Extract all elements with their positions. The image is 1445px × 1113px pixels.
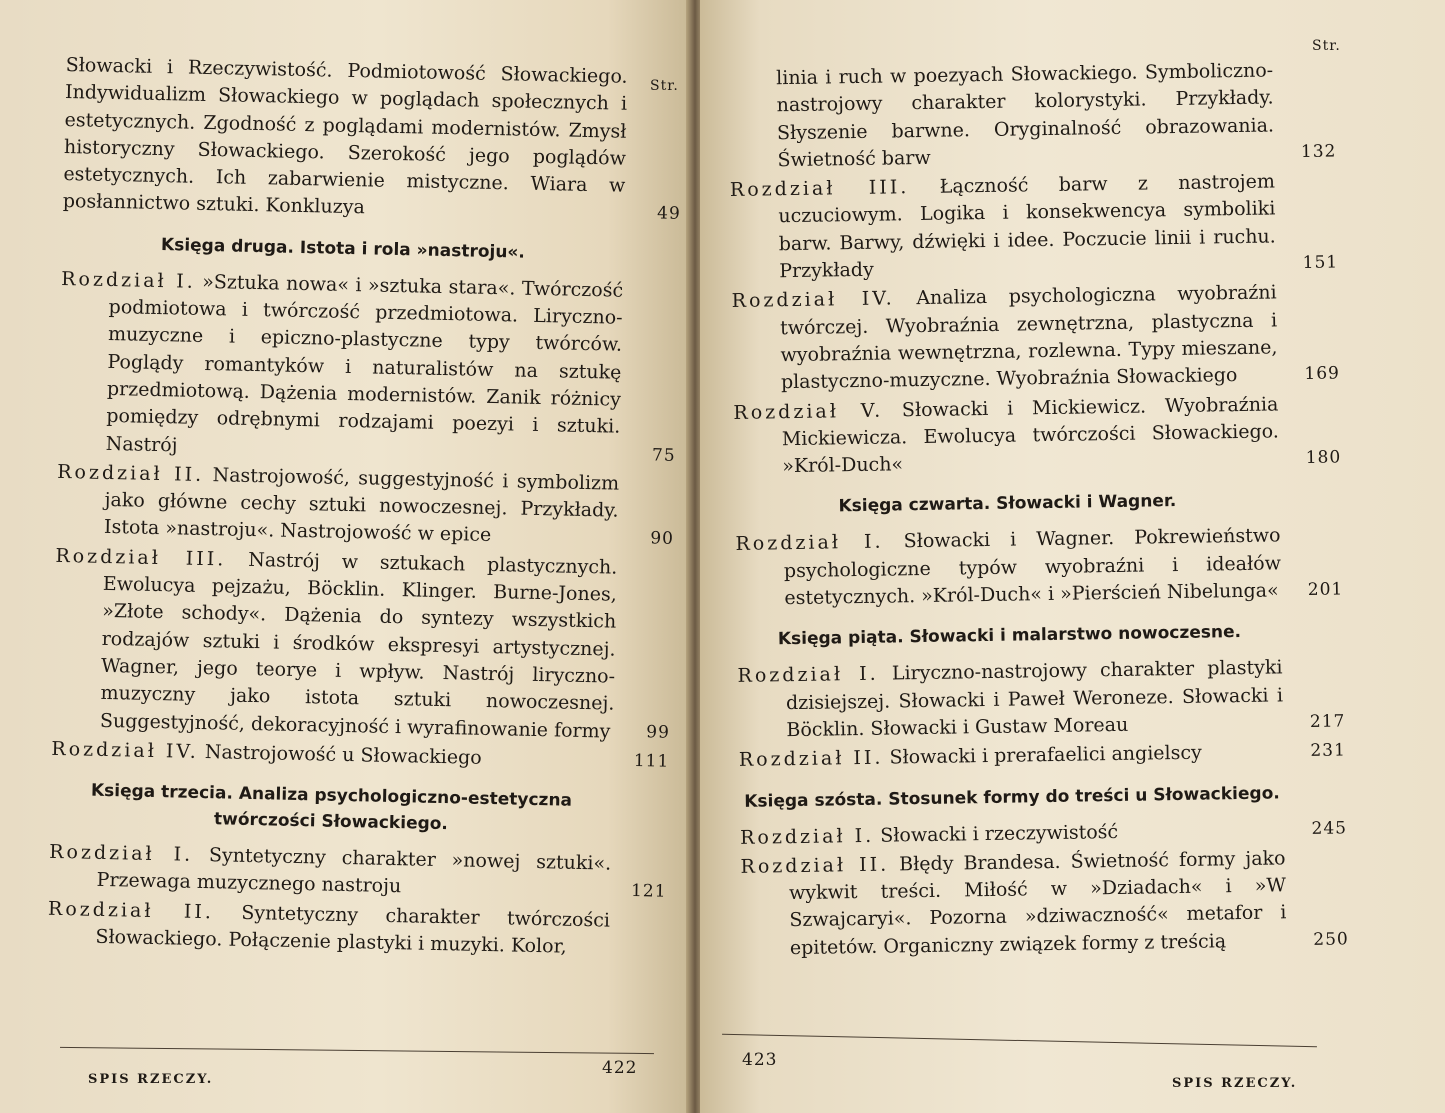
chapter-label: Rozdział I.	[49, 840, 194, 866]
chapter-label: Rozdział II.	[740, 853, 890, 878]
book-heading: Księga szósta. Stosunek formy do treści u Słowackiego.	[744, 782, 1280, 812]
toc-page-number: 231	[1310, 740, 1346, 762]
chapter-label: Rozdział I.	[735, 531, 884, 556]
chapter-label: Rozdział II.	[47, 897, 215, 924]
toc-entry	[52, 543, 671, 746]
chapter-label: Rozdział V.	[733, 399, 884, 424]
toc-page-number: 49	[656, 203, 681, 225]
left-page	[0, 0, 690, 1113]
toc-page-number: 99	[646, 721, 671, 743]
toc-page-number: 121	[630, 881, 667, 903]
toc-page-number: 180	[1305, 447, 1342, 469]
toc-entry	[737, 655, 1346, 745]
toc-entry-text: Syntetyczny charakter twórczości Słowackiego. Połączenie plastyki i muzyki. Kolor,	[95, 901, 611, 958]
toc-entry-text: Łączność barw z nastrojem uczuciowym. Logika i konsekwencya symboliki barw. Barwy, dźwięki i idee. Poczucie linii i ruchu. Przykłady	[778, 170, 1276, 283]
toc-entry-text: Słowacki i Mickiewicz. Wyobraźnia Mickiewicza. Ewolucya twórczości Słowackiego. »Król-Duch«	[781, 392, 1279, 478]
toc-entry-text: Nastrojowość, suggestyjność i symbolizm jako główne cechy sztuki nowoczesnej. Przykłady. Istota »nastroju«. Nastrojowość w epice	[103, 464, 620, 547]
chapter-label: Rozdział IV.	[51, 737, 200, 763]
toc-entry	[728, 57, 1337, 175]
toc-entry-text: Słowacki i Wagner. Pokrewieństwo psychologiczne typów wyobraźni i ideałów estetycznych. »Król-Duch« i »Pierścień Nibelunga«	[783, 524, 1282, 610]
page-column-label: Str.	[650, 78, 679, 94]
toc-entry-text: »Sztuka nowa« i »sztuka stara«. Twórczość podmiotowa i twórczość przedmiotowa. Liryczno-muzyczne i epiczno-plastyczne typy twórców. Poglądy romantyków i naturalistów na sztukę przedmiotową. Dążenia modernistów. Zanik różnicy pomiędzy odrębnymi rodzajami poezyi i sztuki. Nastrój	[105, 270, 624, 456]
toc-entry-text: Syntetyczny charakter »nowej sztuki«. Przewaga muzycznego nastroju	[96, 844, 612, 898]
toc-entry	[729, 169, 1339, 287]
toc-entry	[731, 280, 1341, 398]
toc-page-number: 169	[1304, 363, 1341, 385]
running-footer: SPIS RZECZY.	[1172, 1076, 1298, 1091]
toc-page-number: 111	[633, 750, 670, 772]
folio-number: 422	[602, 1058, 638, 1078]
chapter-label: Rozdział II.	[56, 460, 205, 486]
toc-entry-text: Błędy Brandesa. Świetność formy jako wykwit treści. Miłość w »Dziadach« i »W Szwajcaryi«. Pozorna »dziwaczność« metafor i epitetów. Organiczny związek formy z treścią	[788, 847, 1287, 959]
footer-rule	[722, 1034, 1317, 1047]
toc-page-number: 151	[1302, 252, 1339, 274]
toc-column-left	[47, 52, 681, 964]
toc-entry-text: Liryczno-nastrojowy charakter plastyki dzisiejszej. Słowacki i Paweł Weroneze. Słowacki i Böcklin. Słowacki i Gustaw Moreau	[785, 656, 1284, 742]
book-heading: Księga druga. Istota i rola »nastroju«.	[160, 234, 526, 263]
right-page	[700, 0, 1445, 1113]
toc-entry-text: Słowacki i Rzeczywistość. Podmiotowość Słowackiego. Indywidualizm Słowackiego w poglądach społecznych i estetycznych. Zgodność z poglądami modernistów. Zmysł historyczny Słowackiego. Szerokość jego poglądów estetycznych. Ich zabarwienie mistyczne. Wiara w posłannictwo sztuki. Konkluzya	[62, 53, 628, 219]
toc-page-number: 250	[1313, 929, 1349, 950]
chapter-label: Rozdział I.	[739, 824, 875, 849]
toc-page-number: 90	[650, 528, 675, 550]
toc-page-number: 75	[651, 444, 676, 466]
folio-number: 423	[742, 1050, 778, 1070]
toc-entry	[58, 266, 676, 469]
toc-entry	[48, 839, 667, 905]
toc-entry	[47, 896, 610, 962]
toc-entry-text: linia i ruch w poezyach Słowackiego. Symboliczno-nastrojowy charakter kolorystyki. Przykłady. Słyszenie barwne. Oryginalność obrazowania. Świetność barw	[776, 59, 1275, 172]
running-footer: SPIS RZECZY.	[88, 1072, 214, 1087]
chapter-label: Rozdział III.	[729, 176, 910, 202]
toc-entry	[740, 845, 1349, 963]
book-heading: Księga trzecia. Analiza psychologiczno-estetyczna twórczości Słowackiego.	[90, 780, 573, 835]
footer-rule	[60, 1047, 654, 1054]
toc-page-number: 132	[1300, 141, 1337, 162]
book-heading: Księga piąta. Słowacki i malarstwo nowoczesne.	[777, 622, 1242, 650]
toc-entry-text: Słowacki i rzeczywistość	[880, 820, 1119, 847]
toc-entry-text: Nastrojowość u Słowackiego	[204, 740, 482, 769]
toc-entry-text: Analiza psychologiczna wyobraźni twórczej. Wyobraźnia zewnętrzna, plastyczna i wyobraźnia wewnętrzna, rozlewna. Typy mieszane, plastyczno-muzyczne. Wyobraźnia Słowackiego	[779, 281, 1278, 394]
chapter-label: Rozdział III.	[55, 544, 227, 571]
toc-page-number: 201	[1307, 579, 1344, 601]
chapter-label: Rozdział I.	[737, 663, 879, 688]
toc-page-number: 217	[1309, 711, 1346, 732]
toc-entry	[735, 523, 1344, 613]
toc-column-right	[728, 57, 1349, 964]
toc-page-number: 245	[1311, 817, 1348, 839]
toc-entry	[733, 391, 1342, 481]
page-column-label: Str.	[1312, 38, 1341, 54]
chapter-label: Rozdział I.	[61, 267, 196, 293]
chapter-label: Rozdział II.	[738, 746, 884, 772]
toc-entry-text: Nastrój w sztukach plastycznych. Ewolucya pejzażu, Böcklin. Klinger. Burne-Jones, »Złote schody«. Dążenia do syntezy wszystkich rodzajów sztuki i środków ekspresyi artystycznej. Wagner, jego teorye i wpływ. Nastrój liryczno-muzyczny jako istota sztuki nowoczesnej. Suggestyjność, dekoracyjność i wyrafinowanie formy	[99, 548, 618, 743]
toc-entry	[738, 739, 1346, 775]
toc-entry-text: Słowacki i prerafaelici angielscy	[889, 741, 1202, 769]
chapter-label: Rozdział IV.	[731, 287, 895, 313]
book-heading: Księga czwarta. Słowacki i Wagner.	[838, 491, 1177, 517]
toc-entry	[56, 459, 675, 553]
